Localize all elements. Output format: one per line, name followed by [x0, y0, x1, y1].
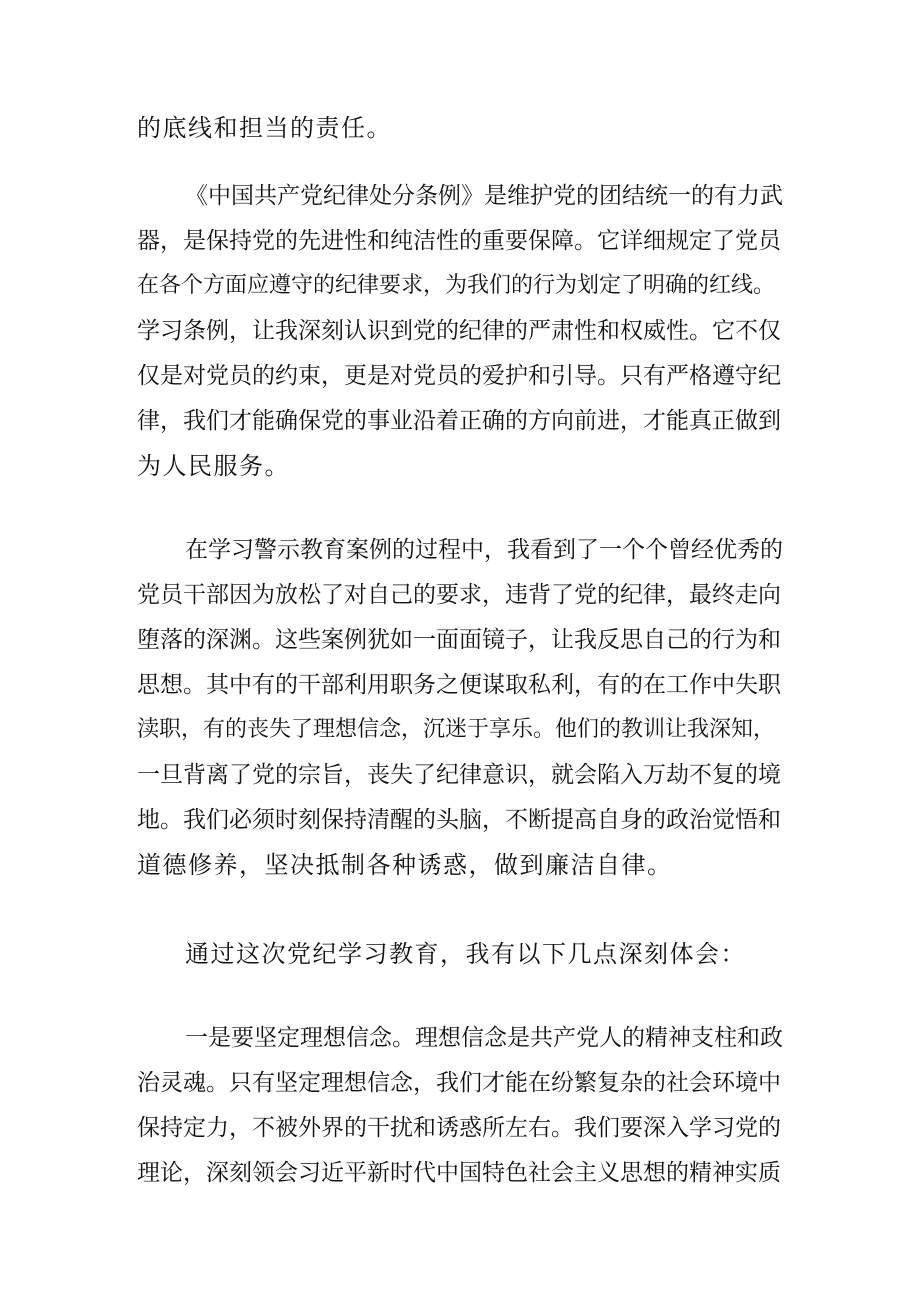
paragraph-2-line-8: 道德修养，坚决抵制各种诱惑，做到廉洁自律。 — [137, 851, 673, 879]
paragraph-4-line-1: 一是要坚定理想信念。理想信念是共产党人的精神支柱和政 — [185, 1025, 783, 1051]
paragraph-2-line-6: 一旦背离了党的宗旨，丧失了纪律意识，就会陷入万劫不复的境 — [137, 762, 781, 788]
paragraph-4-line-2: 治灵魂。只有坚定理想信念，我们才能在纷繁复杂的社会环境中 — [137, 1070, 781, 1096]
paragraph-0-line-1: 的底线和担当的责任。 — [137, 114, 392, 142]
paragraph-2-line-4: 思想。其中有的干部利用职务之便谋取私利，有的在工作中失职 — [137, 672, 781, 698]
paragraph-1-line-7: 为人民服务。 — [137, 452, 290, 480]
paragraph-2-line-1: 在学习警示教育案例的过程中，我看到了一个个曾经优秀的 — [185, 537, 783, 563]
paragraph-1-line-4: 学习条例，让我深刻认识到党的纪律的严肃性和权威性。它不仅 — [137, 318, 781, 344]
paragraph-2-line-3: 堕落的深渊。这些案例犹如一面面镜子，让我反思自己的行为和 — [137, 627, 781, 653]
paragraph-1-line-3: 在各个方面应遵守的纪律要求，为我们的行为划定了明确的红线。 — [137, 273, 776, 298]
paragraph-2-line-2: 党员干部因为放松了对自己的要求，违背了党的纪律，最终走向 — [137, 582, 781, 608]
paragraph-1-line-6: 律，我们才能确保党的事业沿着正确的方向前进，才能真正做到 — [137, 408, 781, 434]
paragraph-2-line-5: 渎职，有的丧失了理想信念，沉迷于享乐。他们的教训让我深知， — [137, 717, 776, 742]
paragraph-2-line-7: 地。我们必须时刻保持清醒的头脑，不断提高自身的政治觉悟和 — [137, 807, 781, 833]
paragraph-1-line-1: 《中国共产党纪律处分条例》是维护党的团结统一的有力武 — [185, 183, 783, 209]
paragraph-3-line-1: 通过这次党纪学习教育，我有以下几点深刻体会： — [185, 940, 746, 968]
paragraph-4-line-3: 保持定力，不被外界的干扰和诱惑所左右。我们要深入学习党的 — [137, 1115, 781, 1141]
paragraph-4-line-4: 理论，深刻领会习近平新时代中国特色社会主义思想的精神实质 — [137, 1160, 781, 1186]
paragraph-1-line-5: 仅是对党员的约束，更是对党员的爱护和引导。只有严格遵守纪 — [137, 363, 781, 389]
paragraph-1-line-2: 器，是保持党的先进性和纯洁性的重要保障。它详细规定了党员 — [137, 228, 781, 254]
